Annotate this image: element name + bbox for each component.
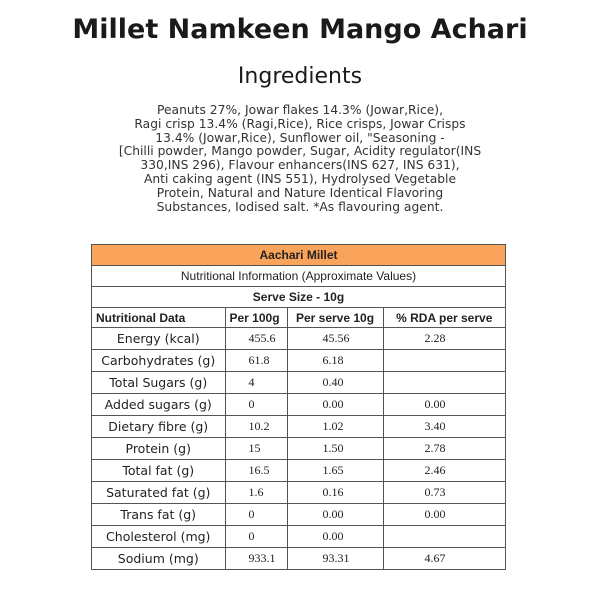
per-serve-value: 45.56 (287, 328, 383, 350)
rda-value (383, 350, 505, 372)
per-100g-value: 0 (225, 394, 287, 416)
nutrient-name: Carbohydrates (g) (92, 350, 225, 372)
rda-value: 2.28 (383, 328, 505, 350)
rda-value: 3.40 (383, 416, 505, 438)
table-row (92, 548, 505, 570)
per-100g-value: 10.2 (225, 416, 287, 438)
ingredients-line: Substances, Iodised salt. *As flavouring agent. (156, 199, 444, 214)
column-header-rda: % RDA per serve (383, 308, 505, 328)
serve-size: Serve Size - 10g (92, 287, 505, 308)
per-100g-value: 1.6 (225, 482, 287, 504)
nutrient-name: Total fat (g) (92, 460, 225, 482)
per-100g-value: 0 (225, 504, 287, 526)
rda-value (383, 526, 505, 548)
table-header-row (92, 308, 505, 328)
per-serve-value: 1.50 (287, 438, 383, 460)
ingredients-line: Ragi crisp 13.4% (Ragi,Rice), Rice crisps, Jowar Crisps (134, 116, 466, 131)
nutrient-name: Trans fat (g) (92, 504, 225, 526)
ingredients-line: Protein, Natural and Nature Identical Flavoring (156, 185, 444, 200)
table-row (92, 372, 505, 394)
nutrient-name: Protein (g) (92, 438, 225, 460)
ingredients-line: [Chilli powder, Mango powder, Sugar, Acidity regulator(INS (118, 144, 482, 159)
rda-value: 0.73 (383, 482, 505, 504)
nutrient-name: Energy (kcal) (92, 328, 225, 350)
table-row (92, 416, 505, 438)
ingredients-line: 330,INS 296), Flavour enhancers(INS 627, INS 631), (140, 158, 460, 173)
per-serve-value: 6.18 (287, 350, 383, 372)
ingredients-text (110, 104, 490, 214)
rda-value (383, 372, 505, 394)
rda-value: 0.00 (383, 504, 505, 526)
ingredients-line: 13.4% (Jowar,Rice), Sunflower oil, "Seasoning - (155, 130, 445, 145)
nutrient-name: Cholesterol (mg) (92, 526, 225, 548)
per-100g-value: 16.5 (225, 460, 287, 482)
per-100g-value: 4 (225, 372, 287, 394)
nutrient-name: Total Sugars (g) (92, 372, 225, 394)
nutrition-panel-title: Aachari Millet (92, 245, 505, 266)
column-header-per-serve: Per serve 10g (287, 308, 383, 328)
table-row (92, 438, 505, 460)
per-serve-value: 1.02 (287, 416, 383, 438)
per-100g-value: 61.8 (225, 350, 287, 372)
nutrient-name: Dietary fibre (g) (92, 416, 225, 438)
table-row (92, 504, 505, 526)
product-title: Millet Namkeen Mango Achari (72, 14, 528, 45)
table-row (92, 460, 505, 482)
ingredients-line: Peanuts 27%, Jowar flakes 14.3% (Jowar,Rice), (157, 103, 443, 117)
table-row (92, 526, 505, 548)
ingredients-heading: Ingredients (237, 64, 363, 89)
per-serve-value: 1.65 (287, 460, 383, 482)
rda-value: 2.46 (383, 460, 505, 482)
nutrition-table (92, 308, 505, 569)
nutrient-name: Sodium (mg) (92, 548, 225, 570)
per-100g-value: 15 (225, 438, 287, 460)
nutrient-name: Saturated fat (g) (92, 482, 225, 504)
rda-value: 4.67 (383, 548, 505, 570)
per-serve-value: 0.16 (287, 482, 383, 504)
ingredients-line: Anti caking agent (INS 551), Hydrolysed Vegetable (143, 171, 457, 186)
column-header-per-100g: Per 100g (225, 308, 287, 328)
per-serve-value: 0.00 (287, 394, 383, 416)
per-serve-value: 0.00 (287, 526, 383, 548)
table-row (92, 394, 505, 416)
per-serve-value: 0.00 (287, 504, 383, 526)
per-100g-value: 0 (225, 526, 287, 548)
per-serve-value: 93.31 (287, 548, 383, 570)
per-100g-value: 933.1 (225, 548, 287, 570)
nutrient-name: Added sugars (g) (92, 394, 225, 416)
rda-value: 0.00 (383, 394, 505, 416)
table-row (92, 482, 505, 504)
per-serve-value: 0.40 (287, 372, 383, 394)
column-header-nutritional-data: Nutritional Data (92, 308, 225, 328)
rda-value: 2.78 (383, 438, 505, 460)
table-row (92, 350, 505, 372)
per-100g-value: 455.6 (225, 328, 287, 350)
table-row (92, 328, 505, 350)
nutrition-panel (91, 244, 506, 570)
nutrition-info-line: Nutritional Information (Approximate Values) (92, 266, 505, 287)
